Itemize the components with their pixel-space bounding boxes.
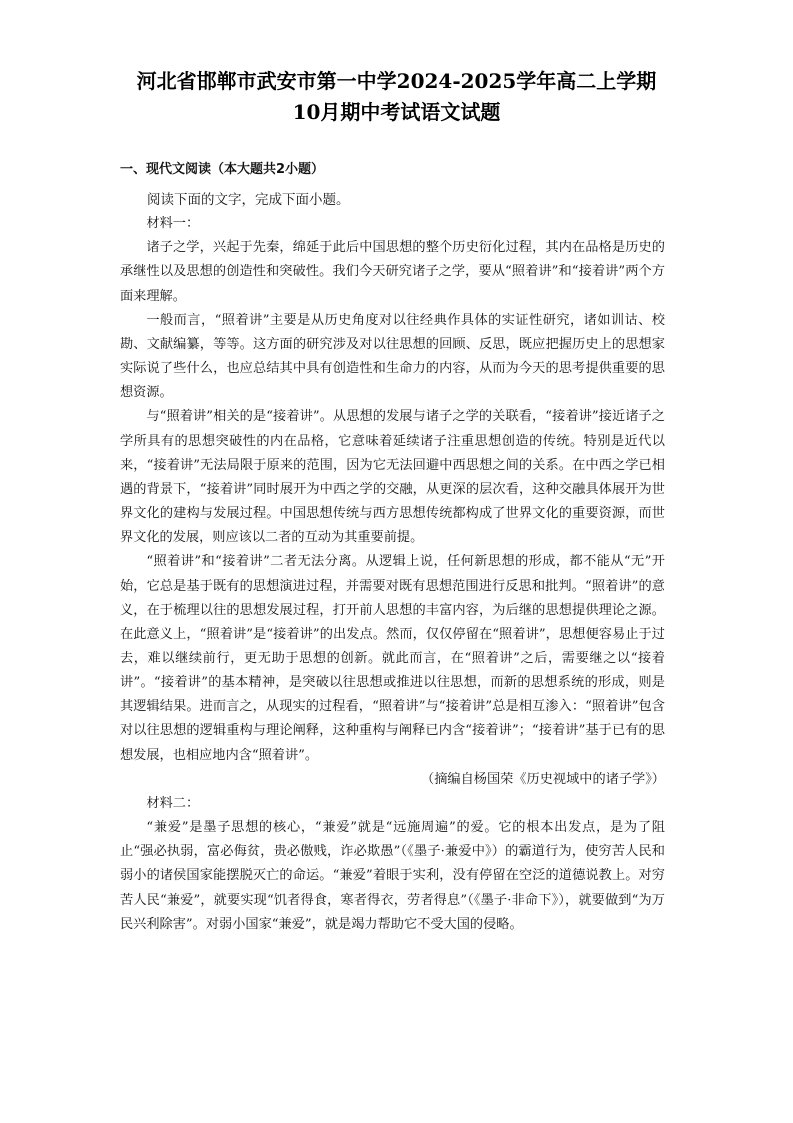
reading-passage [120, 188, 665, 937]
material1-paragraph: “照着讲”和“接着讲”二者无法分离。从逻辑上说，任何新思想的形成，都不能从“无”开始，它总是基于既有的思想演进过程，并需要对既有思想范围进行反思和批判。“照着讲”的意义，在于梳理以往的思想发展过程，打开前人思想的丰富内容，为后继的思想提供理论之源。在此意义上，“照着讲”是“接着讲”的出发点。然而，仅仅停留在“照着讲”，思想便容易止于过去，难以继续前行，更无助于思想的创新。就此而言，在“照着讲”之后，需要继之以“接着讲”。“接着讲”的基本精神，是突破以往思想或推进以往思想，而新的思想系统的形成，则是其逻辑结果。进而言之，从现实的过程看，“照着讲”与“接着讲”总是相互渗入：“照着讲”包含对以往思想的逻辑重构与理论阐释，这种重构与阐释已内含“接着讲”；“接着讲”基于已有的思想发展，也相应地内含“照着讲”。 [120, 554, 665, 763]
section-heading: 一、现代文阅读（本大题共2小题） [120, 162, 325, 177]
document-title-line1: 河北省邯郸市武安市第一中学2024-2025学年高二上学期 [136, 69, 657, 93]
material1-source: （摘编自杨国荣《历史视域中的诸子学》） [421, 771, 665, 787]
material1-paragraph: 一般而言，“照着讲”主要是从历史角度对以往经典作具体的实证性研究，诸如训诂、校勘、文献编纂，等等。这方面的研究涉及对以往思想的回顾、反思，既应把握历史上的思想家实际说了些什么，也应总结其中具有创造性和生命力的内容，从而为今天的思考提供重要的思想资源。 [120, 312, 665, 401]
instruction-text: 阅读下面的文字，完成下面小题。 [147, 192, 350, 208]
material1-paragraph: 诸子之学，兴起于先秦，绵延于此后中国思想的整个历史衍化过程，其内在品格是历史的承继性以及思想的创造性和突破性。我们今天研究诸子之学，要从“照着讲”和“接着讲”两个方面来理解。 [120, 240, 665, 304]
material2-paragraph: “兼爱”是墨子思想的核心，“兼爱”就是“远施周遍”的爱。它的根本出发点，是为了阻止“强必执弱，富必侮贫，贵必傲贱，诈必欺愚”（《墨子·兼爱中》）的霸道行为，使穷苦人民和弱小的诸侯国家能摆脱灭亡的命运。“兼爱”着眼于实利，没有停留在空泛的道德说教上。对穷苦人民“兼爱”，就要实现“饥者得食，寒者得衣，劳者得息”（《墨子·非命下》），就要做到“为万民兴利除害”。对弱小国家“兼爱”，就是竭力帮助它不受大国的侵略。 [120, 820, 665, 932]
document-title-line2: 10月期中考试语文试题 [292, 100, 501, 124]
material2-label: 材料二： [146, 795, 200, 811]
material1-label: 材料一： [146, 216, 200, 232]
material1-paragraph: 与“照着讲”相关的是“接着讲”。从思想的发展与诸子之学的关联看，“接着讲”接近诸子之学所具有的思想突破性的内在品格，它意味着延续诸子注重思想创造的传统。特别是近代以来，“接着讲”无法局限于原来的范围，因为它无法回避中西思想之间的关系。在中西之学已相遇的背景下，“接着讲”同时展开为中西之学的交融，从更深的层次看，这种交融具体展开为世界文化的建构与发展过程。中国思想传统与西方思想传统都构成了世界文化的重要资源，而世界文化的发展，则应该以二者的互动为其重要前提。 [120, 409, 665, 546]
